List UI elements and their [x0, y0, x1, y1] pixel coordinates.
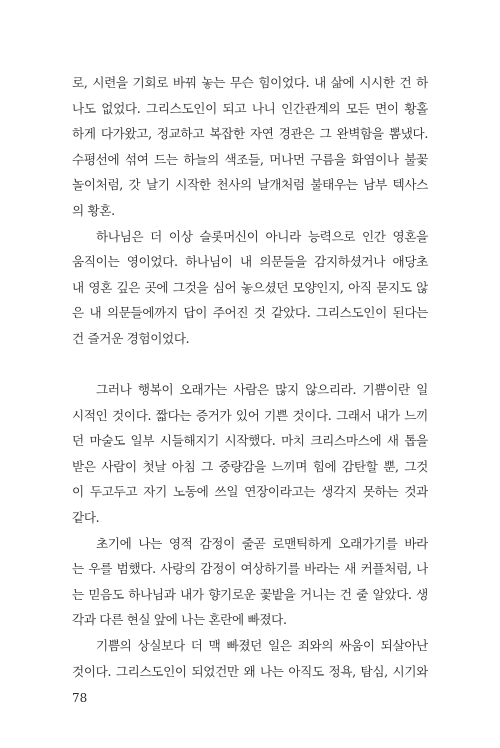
text-line: 기쁨의 상실보다 더 맥 빠졌던 일은 죄와의 싸움이 되살아난: [96, 637, 428, 653]
text-line: 것이다. 그리스도인이 되었건만 왜 나는 아직도 정욕, 탐심, 시기와: [72, 663, 428, 679]
text-line: 나도 없었다. 그리스도인이 되고 나니 인간관계의 모든 면이 황홀: [72, 100, 428, 116]
text-line: 하게 다가왔고, 정교하고 복잡한 자연 경관은 그 완벽함을 뽐냈다.: [72, 126, 428, 142]
text-line: 내 영혼 깊은 곳에 그것을 심어 놓으셨던 모양인지, 아직 묻지도 않: [72, 279, 428, 295]
paragraph: [72, 70, 428, 224]
paragraph: [72, 377, 428, 531]
text-line: 수평선에 섞여 드는 하늘의 색조들, 머나먼 구름을 화염이나 불꽃: [72, 151, 428, 167]
text-line: 는 믿음도 하나님과 내가 향기로운 꽃밭을 거니는 건 줄 알았다. 생: [72, 586, 428, 602]
text-line: 시적인 것이다. 짧다는 증거가 있어 기쁜 것이다. 그래서 내가 느끼: [72, 407, 428, 423]
text-line: 의 황혼.: [72, 202, 115, 218]
text-line: 하나님은 더 이상 슬롯머신이 아니라 능력으로 인간 영혼을: [96, 228, 428, 244]
paragraph: [72, 224, 428, 352]
text-line: 는 우를 범했다. 사랑의 감정이 여상하기를 바라는 새 커플처럼, 나: [72, 561, 428, 577]
text-line: 로, 시련을 기회로 바꿔 놓는 무슨 힘이었다. 내 삶에 시시한 건 하: [72, 75, 428, 90]
text-line: 은 내 의문들에까지 답이 주어진 것 같았다. 그리스도인이 된다는: [72, 305, 428, 321]
paragraph: [72, 633, 428, 684]
text-line: 그러나 행복이 오래가는 사람은 많지 않으리라. 기쁨이란 일: [96, 382, 428, 397]
text-line: 던 마술도 일부 시들해지기 시작했다. 마치 크리스마스에 새 톱을: [72, 433, 428, 449]
text-line: 이 두고두고 자기 노동에 쓰일 연장이라고는 생각지 못하는 것과: [72, 484, 428, 500]
text-section-1: [72, 70, 428, 352]
page-number: 78: [72, 691, 88, 705]
text-line: 건 즐거운 경험이었다.: [72, 330, 190, 346]
text-line: 초기에 나는 영적 감정이 줄곧 로맨틱하게 오래가기를 바라: [96, 535, 428, 551]
text-line: 각과 다른 현실 앞에 나는 혼란에 빠졌다.: [72, 612, 287, 628]
text-line: 같다.: [72, 509, 100, 525]
text-line: 받은 사람이 첫날 아침 그 중량감을 느끼며 힘에 감탄할 뿐, 그것: [72, 458, 428, 474]
text-line: 놀이처럼, 갓 날기 시작한 천사의 날개처럼 불태우는 남부 텍사스: [72, 177, 428, 193]
paragraph: [72, 531, 428, 633]
text-section-2: [72, 377, 428, 684]
text-line: 움직이는 영이었다. 하나님이 내 의문들을 감지하셨거나 애당초: [72, 254, 428, 270]
